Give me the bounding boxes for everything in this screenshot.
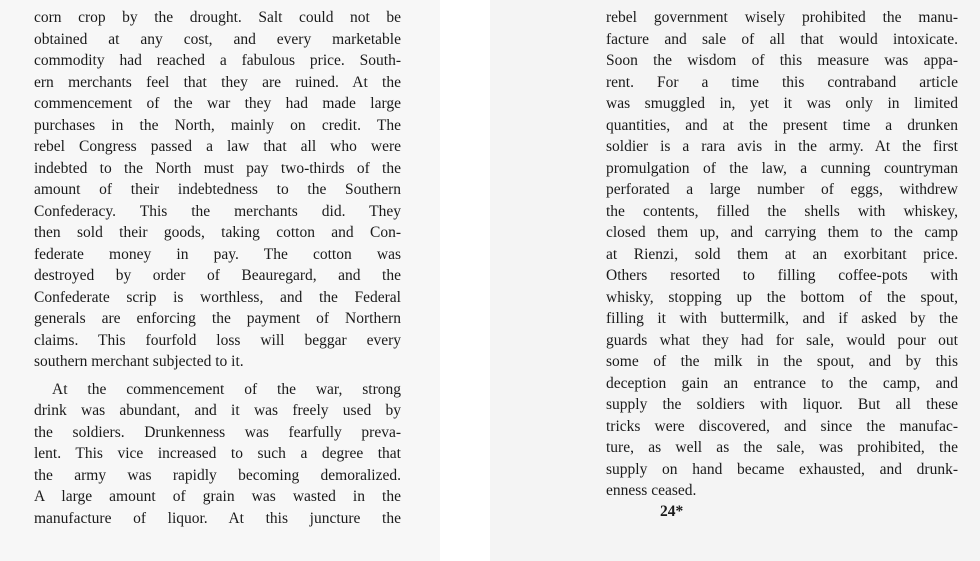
text-line: then sold their goods, taking cotton and Con- xyxy=(34,224,401,241)
right-page xyxy=(490,0,980,561)
text-line: commodity had reached a fabulous price. South- xyxy=(34,52,401,69)
text-line: deception gain an entrance to the camp, and xyxy=(606,375,958,392)
text-line: obtained at any cost, and every marketable xyxy=(34,31,401,48)
text-line: at Rienzi, sold them at an exorbitant price. xyxy=(606,246,958,263)
text-line: Others resorted to filling coffee-pots with xyxy=(606,267,958,284)
text-line: Confederate scrip is worthless, and the Federal xyxy=(34,289,401,306)
text-line: drink was abundant, and it was freely used by xyxy=(34,402,401,419)
text-line: claims. This fourfold loss will beggar every xyxy=(34,332,401,349)
text-line: corn crop by the drought. Salt could not be xyxy=(34,9,401,26)
text-line: facture and sale of all that would intoxicate. xyxy=(606,31,958,48)
left-page xyxy=(0,0,440,561)
text-line: perforated a large number of eggs, withdrew xyxy=(606,181,958,198)
page-gutter xyxy=(440,0,490,561)
text-line: enness ceased. xyxy=(606,482,697,499)
text-line: was smuggled in, yet it was only in limited xyxy=(606,95,958,112)
text-line: A large amount of grain was wasted in the xyxy=(34,488,401,505)
text-line: the army was rapidly becoming demoralized. xyxy=(34,467,401,484)
page-number: 24* xyxy=(660,503,684,520)
text-line: ture, as well as the sale, was prohibited, the xyxy=(606,439,958,456)
text-line: At the commencement of the war, strong xyxy=(52,381,401,398)
text-line: destroyed by order of Beauregard, and the xyxy=(34,267,401,284)
text-line: supply the soldiers with liquor. But all these xyxy=(606,396,958,413)
text-line: federate money in pay. The cotton was xyxy=(34,246,401,263)
text-line: tricks were discovered, and since the manufac- xyxy=(606,418,958,435)
text-line: commencement of the war they had made large xyxy=(34,95,401,112)
text-line: purchases in the North, mainly on credit. The xyxy=(34,117,401,134)
text-line: amount of their indebtedness to the Southern xyxy=(34,181,401,198)
text-line: the soldiers. Drunkenness was fearfully preva- xyxy=(34,424,401,441)
text-line: lent. This vice increased to such a degree that xyxy=(34,445,401,462)
text-line: southern merchant subjected to it. xyxy=(34,353,244,370)
text-line: supply on hand became exhausted, and drunk- xyxy=(606,461,958,478)
text-line: closed them up, and carrying them to the camp xyxy=(606,224,958,241)
text-line: rebel Congress passed a law that all who were xyxy=(34,138,401,155)
text-line: soldier is a rara avis in the army. At the first xyxy=(606,138,958,155)
text-line: indebted to the North must pay two-thirds of the xyxy=(34,160,401,177)
text-line: filling it with buttermilk, and if asked by the xyxy=(606,310,958,327)
text-line: manufacture of liquor. At this juncture the xyxy=(34,510,401,527)
text-line: promulgation of the law, a cunning countryman xyxy=(606,160,958,177)
text-line: guards what they had for sale, would pour out xyxy=(606,332,958,349)
text-line: Confederacy. This the merchants did. They xyxy=(34,203,401,220)
text-line: rent. For a time this contraband article xyxy=(606,74,958,91)
text-line: some of the milk in the spout, and by this xyxy=(606,353,958,370)
text-line: quantities, and at the present time a drunken xyxy=(606,117,958,134)
text-line: whisky, stopping up the bottom of the spout, xyxy=(606,289,958,306)
text-line: rebel government wisely prohibited the manu- xyxy=(606,9,958,26)
text-line: the contents, filled the shells with whiskey, xyxy=(606,203,958,220)
text-line: Soon the wisdom of this measure was appa- xyxy=(606,52,958,69)
text-line: ern merchants feel that they are ruined. At the xyxy=(34,74,401,91)
text-line: generals are enforcing the payment of Northern xyxy=(34,310,401,327)
